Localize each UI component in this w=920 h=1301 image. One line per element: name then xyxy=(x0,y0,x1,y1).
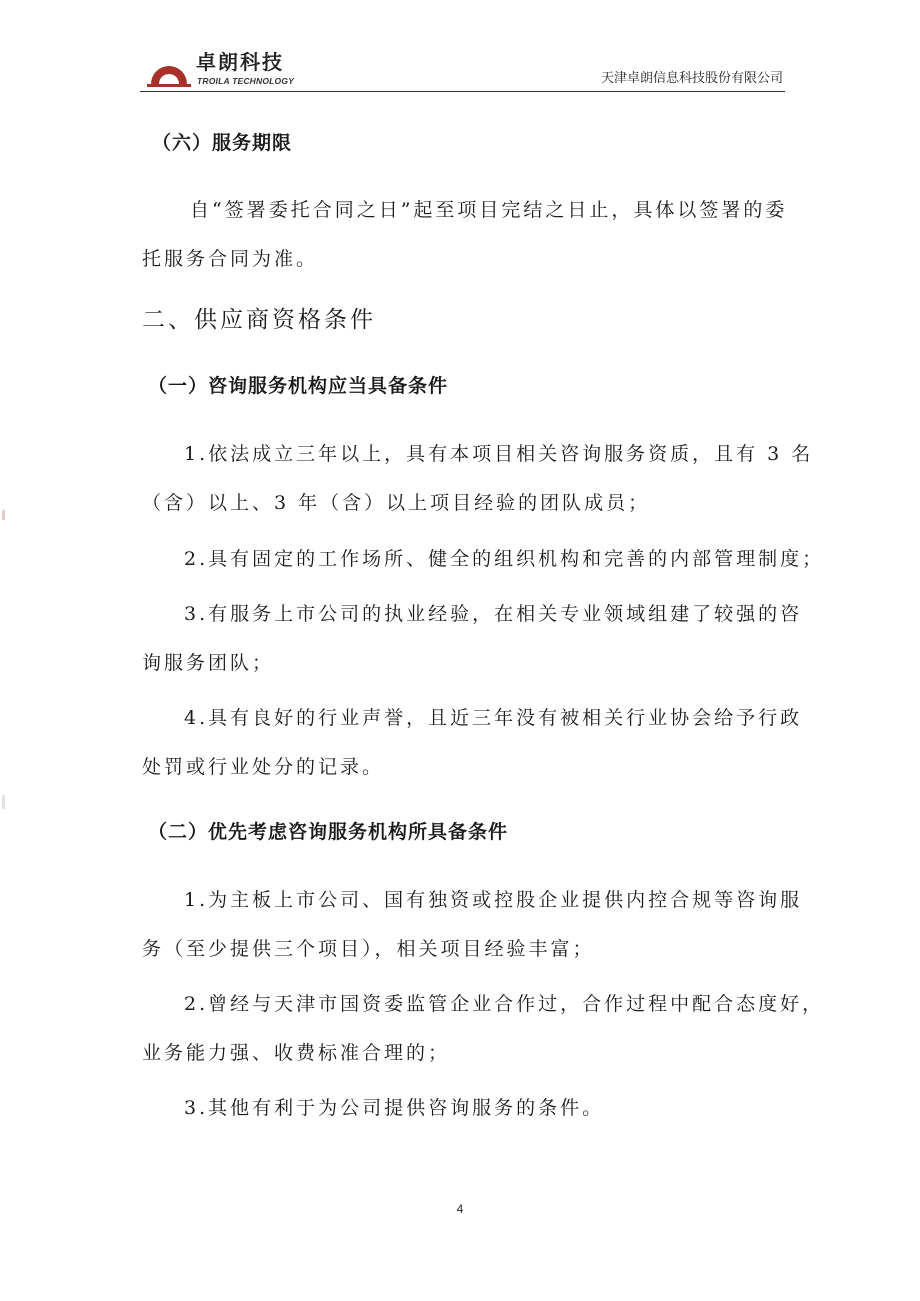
sub1-item3-line2: 询服务团队； xyxy=(142,652,275,674)
sub1-heading: （一）咨询服务机构应当具备条件 xyxy=(148,375,449,397)
service-period-text-line1: 自“签署委托合同之日”起至项目完结之日止，具体以签署的委 xyxy=(190,199,788,221)
company-logo-icon xyxy=(147,50,191,90)
page-number: 4 xyxy=(456,1202,464,1216)
sub1-item1-line1: 1.依法成立三年以上，具有本项目相关咨询服务资质，且有 3 名 xyxy=(184,443,814,465)
sub1-item2-line1: 2.具有固定的工作场所、健全的组织机构和完善的内部管理制度； xyxy=(184,548,825,570)
sub2-heading: （二）优先考虑咨询服务机构所具备条件 xyxy=(148,821,509,843)
sub2-item3-line1: 3.其他有利于为公司提供咨询服务的条件。 xyxy=(184,1097,605,1119)
sub2-item2-line1: 2.曾经与天津市国资委监管企业合作过，合作过程中配合态度好， xyxy=(184,993,825,1015)
logo-english-name: TROILA TECHNOLOGY xyxy=(197,76,295,86)
service-period-text-line2: 托服务合同为准。 xyxy=(142,248,319,270)
section2-heading: 二、供应商资格条件 xyxy=(142,307,376,333)
scan-edge-mark xyxy=(2,510,5,520)
scan-edge-mark xyxy=(2,795,5,809)
company-name: 天津卓朗信息科技股份有限公司 xyxy=(600,71,783,86)
sub1-item3-line1: 3.有服务上市公司的执业经验，在相关专业领域组建了较强的咨 xyxy=(184,603,803,625)
sub2-item1-line1: 1.为主板上市公司、国有独资或控股企业提供内控合规等咨询服 xyxy=(184,889,803,911)
sub1-item4-line2: 处罚或行业处分的记录。 xyxy=(142,756,385,778)
sub2-item1-line2: 务（至少提供三个项目），相关项目经验丰富； xyxy=(142,938,595,960)
logo-chinese-name: 卓朗科技 xyxy=(196,50,284,74)
service-period-heading: （六）服务期限 xyxy=(152,132,293,154)
header-divider xyxy=(140,91,785,92)
sub1-item1-line2: （含）以上、3 年（含）以上项目经验的团队成员； xyxy=(142,492,651,514)
sub1-item4-line1: 4.具有良好的行业声誉，且近三年没有被相关行业协会给予行政 xyxy=(184,707,803,729)
sub2-item2-line2: 业务能力强、收费标准合理的； xyxy=(142,1042,451,1064)
